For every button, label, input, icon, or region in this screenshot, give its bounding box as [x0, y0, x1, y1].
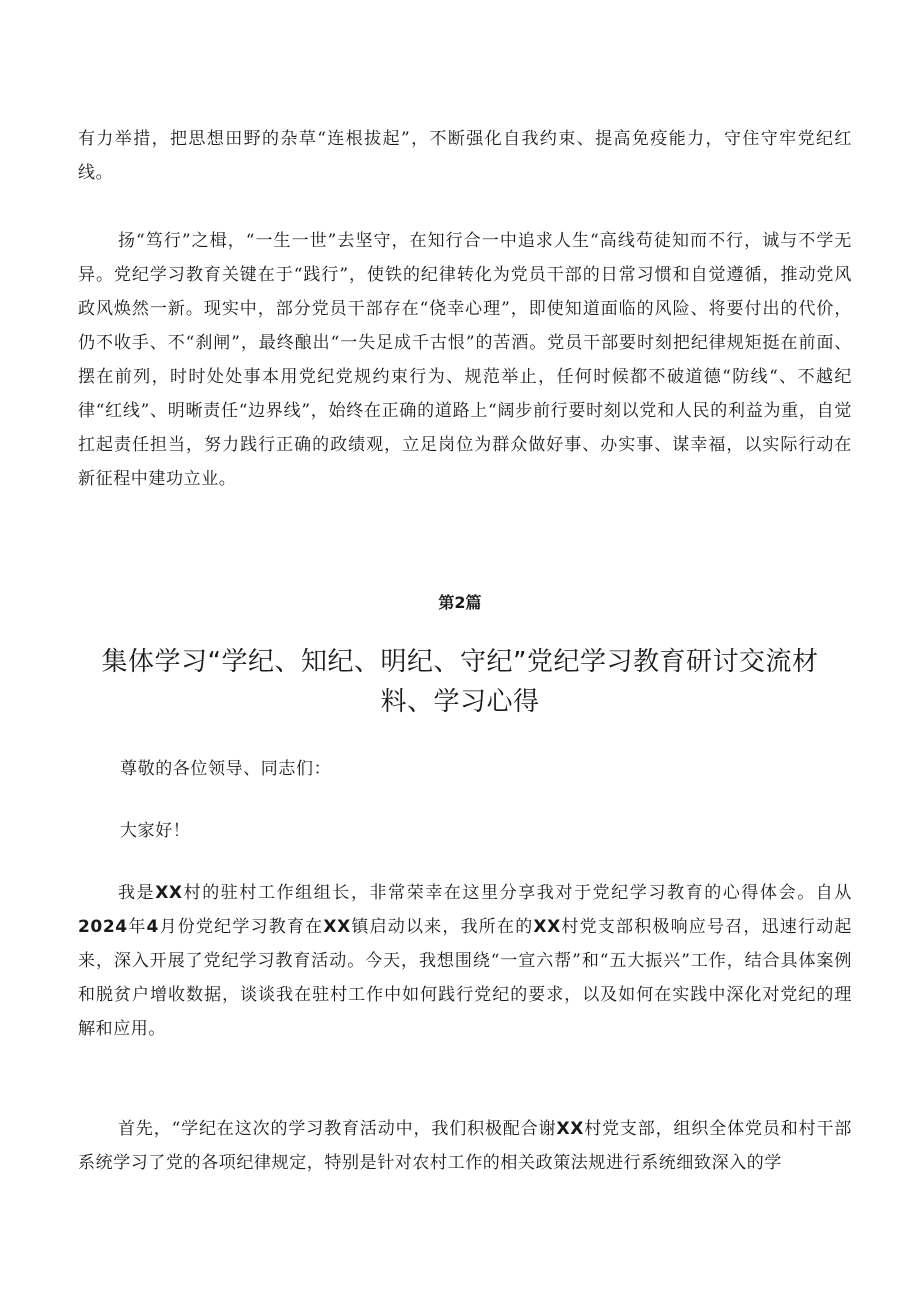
village-placeholder: XX [533, 917, 561, 937]
text-run: 镇启动以来，我所在的 [350, 917, 534, 937]
text-run: 村党支部积极响应号召，迅速行动起来，深入开展了党纪学习教育活动。今天，我想围绕“一宣六帮”和“五大振兴”工作，结合具体案例和脱贫户增收数据，谈谈我在驻村工作中如何践行党纪的要求，以及如何在实践中深化对党纪的理解和应用。 [78, 917, 853, 1039]
text-run: 年 [127, 917, 147, 937]
greeting: 大家好！ [120, 821, 191, 841]
document-title: 集体学习“学纪、知纪、明纪、守纪”党纪学习教育研讨交流材料、学习心得 [101, 647, 819, 717]
paragraph-duxing: 扬“笃行”之楫，“一生一世”去坚守，在知行合一中追求人生“高线苟徒知而不行，诚与不学无异。党纪学习教育关键在于“践行”，使铁的纪律转化为党员干部的日常习惯和自觉遵循，推动党风政风焕然一新。现实中，部分党员干部存在“侥幸心理”，即使知道面临的风险、将要付出的代价，仍不收手、不“刹闸”，最终酿出“一失足成千古恨”的苦酒。党员干部要时刻把纪律规矩挺在前面、摆在前列，时时处处事本用党纪党规约束行为、规范举止，任何时候都不破道德“防线“、不越纪律“红线”、明晰责任“边界线”，始终在正确的道路上“阔步前行要时刻以党和人民的利益为重，自觉扛起责任担当，努力践行正确的政绩观，立足岗位为群众做好事、办实事、谋幸福，以实际行动在新征程中建功立业。 [78, 231, 852, 489]
text-run: 我是 [118, 883, 156, 903]
town-placeholder: XX [323, 917, 351, 937]
text-run: 村党支部，组织全体党员和村干部系统学习了党的各项纪律规定，特别是针对农村工作的相关政策法规进行系统细致深入的学 [78, 1119, 852, 1173]
section-label: 第2篇 [438, 593, 482, 612]
village-placeholder: XX [155, 883, 183, 903]
paragraph-first-point [78, 1112, 852, 1180]
village-placeholder: XX [556, 1119, 584, 1139]
text-run: 首先，“学纪在这次的学习教育活动中，我们积极配合谢 [118, 1119, 557, 1139]
paragraph-continued: 有力举措，把思想田野的杂草“连根拔起”，不断强化自我约束、提高免疫能力，守住守牢党纪红线。 [78, 129, 852, 183]
text-run: 月份党纪学习教育在 [158, 917, 324, 937]
month-number: 4 [146, 917, 159, 937]
paragraph-intro [78, 876, 852, 1046]
salutation: 尊敬的各位领导、同志们： [120, 759, 332, 779]
year-number: 2024 [78, 917, 128, 937]
text-run: 村的驻村工作组组长，非常荣幸在这里分享我对于党纪学习教育的心得体会。自从 [182, 883, 853, 903]
